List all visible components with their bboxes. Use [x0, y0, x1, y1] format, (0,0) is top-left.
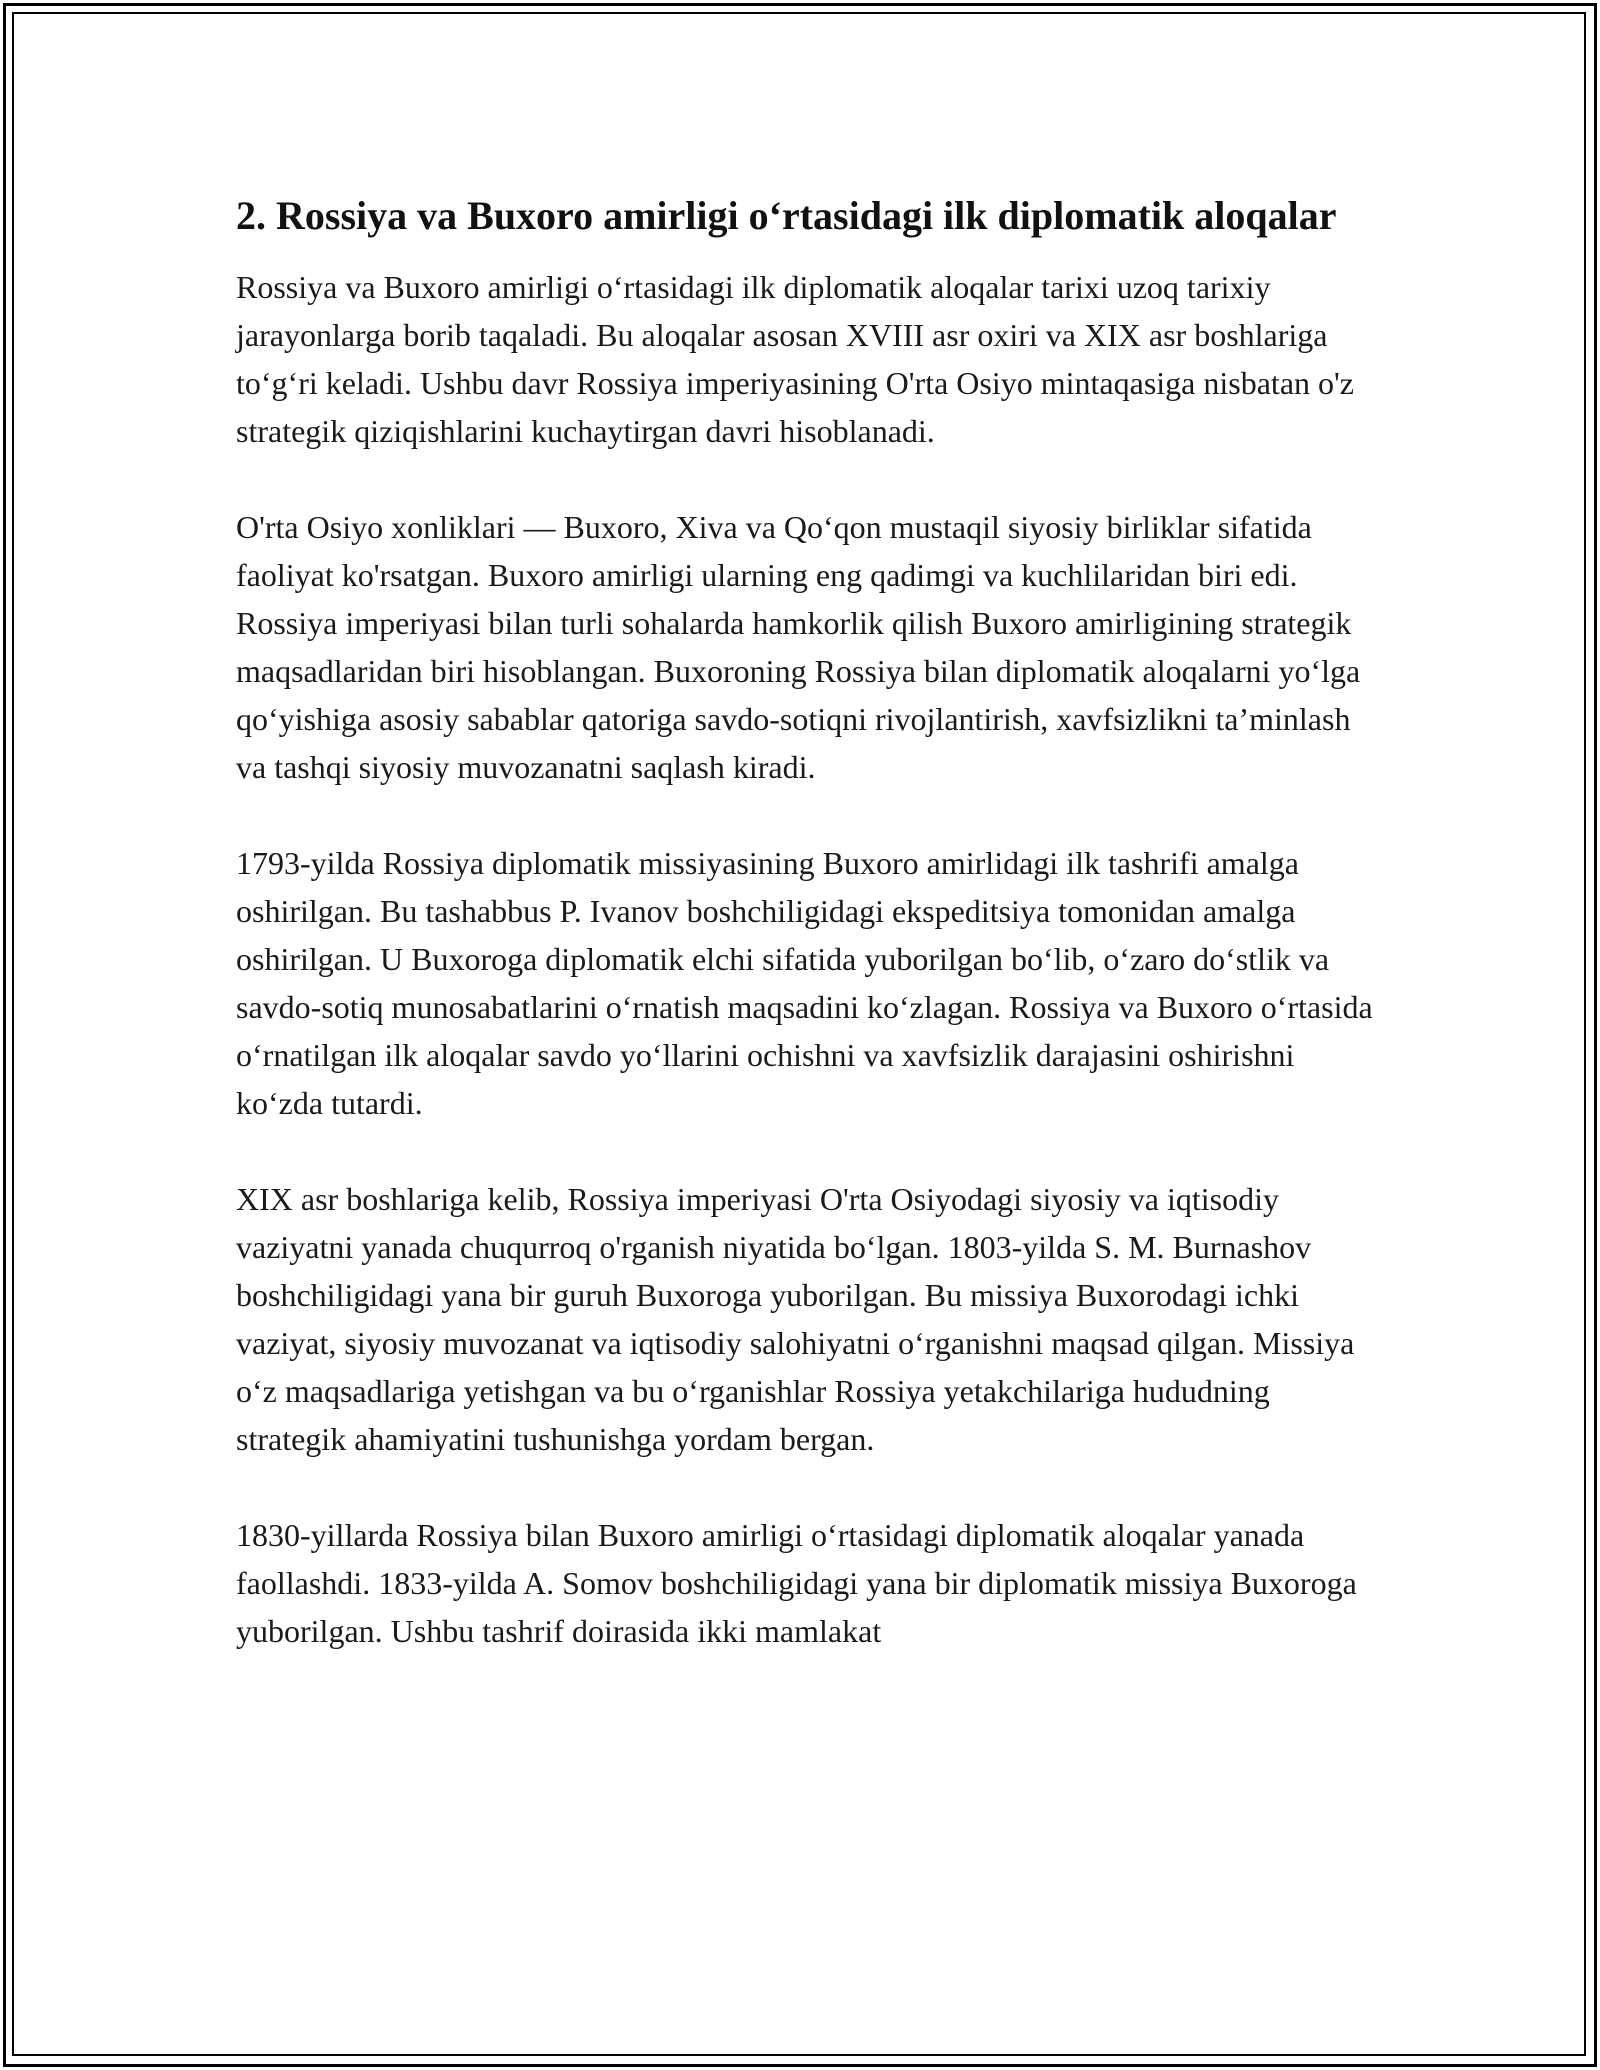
section-heading: 2. Rossiya va Buxoro amirligi o‘rtasidagi ilk diplomatik aloqalar [236, 193, 1337, 238]
paragraph-4: XIX asr boshlariga kelib, Rossiya imperiyasi O'rta Osiyodagi siyosiy va iqtisodiy vaziyatni yanada chuqurroq o'rganish niyatida bo‘lgan. 1803-yilda S. M. Burnashov boshchiligidagi yana bir guruh Buxoroga yuborilgan. Bu missiya Buxorodagi ichki vaziyat, siyosiy muvozanat va iqtisodiy salohiyatni o‘rganishni maqsad qilgan. Missiya o‘z maqsadlariga yetishgan va bu o‘rganishlar Rossiya yetakchilariga hududning strategik ahamiyatini tushunishga yordam bergan. [236, 1181, 1355, 1457]
paragraph-3: 1793-yilda Rossiya diplomatik missiyasining Buxoro amirlidagi ilk tashrifi amalga oshirilgan. Bu tashabbus P. Ivanov boshchiligidagi ekspeditsiya tomonidan amalga oshirilgan. U Buxoroga diplomatik elchi sifatida yuborilgan bo‘lib, o‘zaro do‘stlik va savdo-sotiq munosabatlarini o‘rnatish maqsadini ko‘zlagan. Rossiya va Buxoro o‘rtasida o‘rnatilgan ilk aloqalar savdo yo‘llarini ochishni va xavfsizlik darajasini oshirishni ko‘zda tutardi. [236, 845, 1373, 1121]
paragraph-2: O'rta Osiyo xonliklari — Buxoro, Xiva va Qo‘qon mustaqil siyosiy birliklar sifatida faoliyat ko'rsatgan. Buxoro amirligi ularning eng qadimgi va kuchlilaridan biri edi. Rossiya imperiyasi bilan turli sohalarda hamkorlik qilish Buxoro amirligining strategik maqsadlaridan biri hisoblangan. Buxoroning Rossiya bilan diplomatik aloqalarni yo‘lga qo‘yishiga asosiy sabablar qatoriga savdo-sotiqni rivojlantirish, xavfsizlikni ta’minlash va tashqi siyosiy muvozanatni saqlash kiradi. [236, 509, 1361, 785]
paragraph-5: 1830-yillarda Rossiya bilan Buxoro amirligi o‘rtasidagi diplomatik aloqalar yanada faollashdi. 1833-yilda A. Somov boshchiligidagi yana bir diplomatik missiya Buxoroga yuborilgan. Ushbu tashrif doirasida ikki mamlakat [236, 1517, 1357, 1649]
paragraph-1: Rossiya va Buxoro amirligi o‘rtasidagi ilk diplomatik aloqalar tarixi uzoq tarixiy jarayonlarga borib taqaladi. Bu aloqalar asosan XVIII asr oxiri va XIX asr boshlariga to‘g‘ri keladi. Ushbu davr Rossiya imperiyasining O'rta Osiyo mintaqasiga nisbatan o'z strategik qiziqishlarini kuchaytirgan davri hisoblanadi. [236, 269, 1354, 449]
document-body [236, 188, 1386, 1655]
